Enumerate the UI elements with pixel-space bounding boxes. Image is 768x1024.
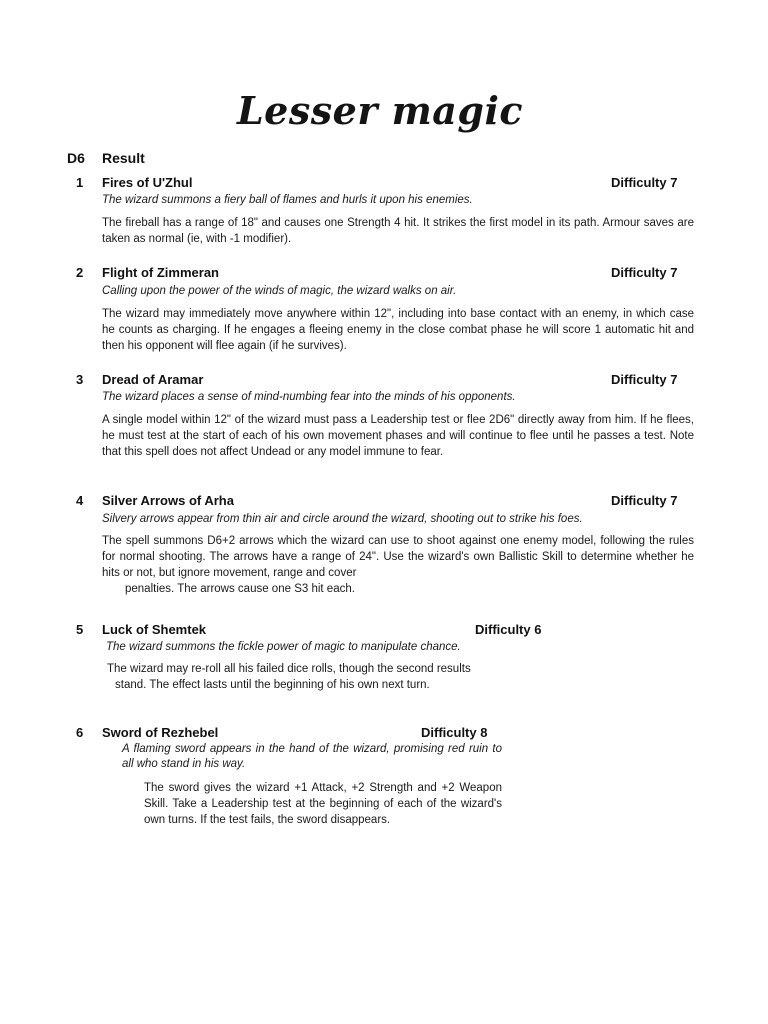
spell-number: 3	[76, 372, 84, 387]
spell-flavor: Calling upon the power of the winds of magic, the wizard walks on air.	[102, 285, 457, 297]
spell-difficulty: Difficulty 8	[421, 725, 488, 740]
spell-difficulty: Difficulty 7	[611, 493, 678, 508]
spell-difficulty: Difficulty 7	[611, 265, 678, 280]
spell-flavor: The wizard places a sense of mind-numbing fear into the minds of his opponents.	[102, 391, 516, 403]
spell-flavor: Silvery arrows appear from thin air and circle around the wizard, shooting out to strike his foes.	[102, 513, 583, 525]
spell-description: A single model within 12" of the wizard must pass a Leadership test or flee 2D6" directly away from him. If he flees, he must test at the start of each of his own movement phases and will continue to flee until he passes a test. Note that this spell does not affect Undead or any model immune to fear.	[102, 414, 694, 458]
description-continuation: stand. The effect lasts until the beginning of his own next turn.	[115, 679, 430, 691]
spell-difficulty: Difficulty 6	[475, 622, 542, 637]
spell-description	[102, 533, 694, 597]
spell-flavor: The wizard summons a fiery ball of flames and hurls it upon his enemies.	[102, 194, 473, 206]
spell-number: 6	[76, 725, 84, 740]
spell-name: Fires of U'Zhul	[102, 175, 193, 190]
spell-number: 2	[76, 265, 84, 280]
spell-number: 5	[76, 622, 84, 637]
spell-flavor: The wizard summons the fickle power of magic to manipulate chance.	[106, 641, 461, 653]
spell-difficulty: Difficulty 7	[611, 372, 678, 387]
spell-name: Flight of Zimmeran	[102, 265, 219, 280]
spell-number: 4	[76, 493, 84, 508]
spell-description: The sword gives the wizard +1 Attack, +2 Strength and +2 Weapon Skill. Take a Leadership test at the beginning of each of the wizard's own turns. If the test fails, the sword disappears.	[144, 782, 502, 826]
spell-number: 1	[76, 175, 84, 190]
spell-flavor: A flaming sword appears in the hand of the wizard, promising red ruin to all who stand in his way.	[122, 743, 502, 770]
column-header-die: D6	[67, 150, 85, 166]
description-continuation: penalties. The arrows cause one S3 hit each.	[125, 583, 355, 595]
spell-difficulty: Difficulty 7	[611, 175, 678, 190]
spell-name: Sword of Rezhebel	[102, 725, 219, 740]
spell-description: The fireball has a range of 18" and causes one Strength 4 hit. It strikes the first model in its path. Armour saves are taken as normal (ie, with -1 modifier).	[102, 217, 694, 245]
spell-description	[107, 661, 563, 693]
spell-name: Luck of Shemtek	[102, 622, 207, 637]
description-text: The wizard may re-roll all his failed dice rolls, though the second results	[107, 663, 471, 675]
spell-name: Dread of Aramar	[102, 372, 204, 387]
page-title: Lesser magic	[236, 88, 524, 133]
spell-description: The wizard may immediately move anywhere within 12", including into base contact with an enemy, in which case he counts as charging. If he engages a fleeing enemy in the close combat phase he will score 1 automatic hit and then his opponent will flee again (if he survives).	[102, 308, 694, 352]
spell-name: Silver Arrows of Arha	[102, 493, 234, 508]
description-text: The spell summons D6+2 arrows which the wizard can use to shoot against one enemy model, following the rules for normal shooting. The arrows have a range of 24". Use the wizard's own Ballistic Skill to determine whether he hits or not, but ignore movement, range and cover	[102, 535, 694, 579]
column-header-result: Result	[102, 150, 145, 166]
